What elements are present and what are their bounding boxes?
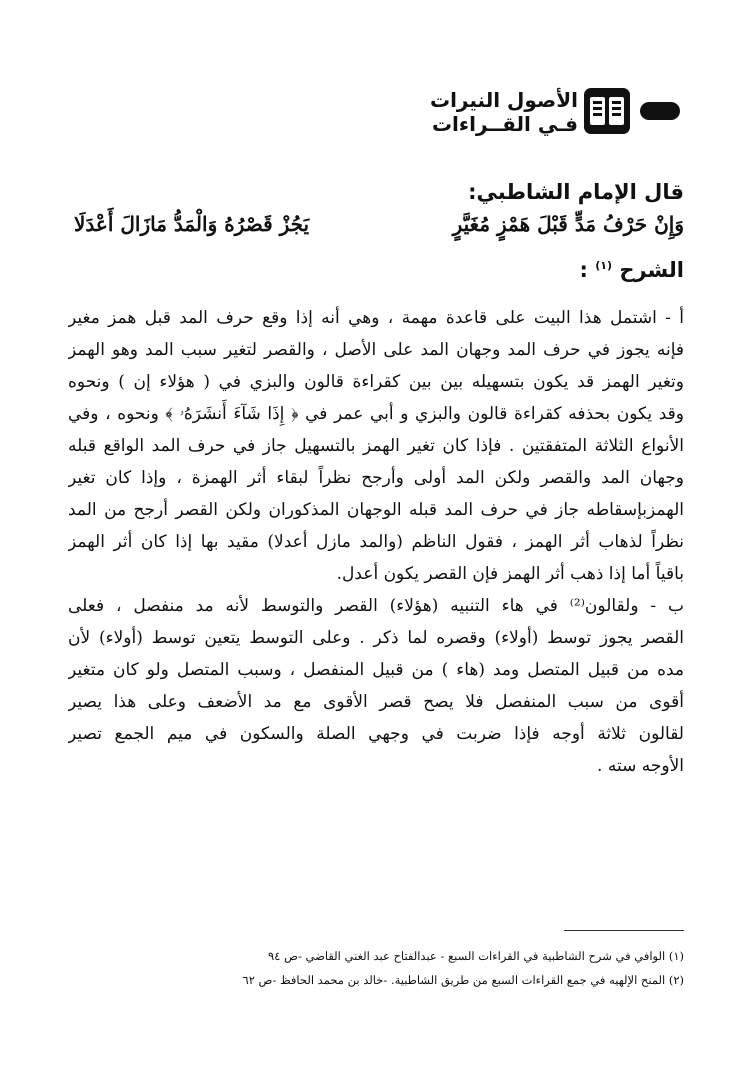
explanation-heading-colon: : (579, 258, 588, 282)
book-icon (584, 88, 630, 134)
book-title (430, 88, 578, 136)
body-line: لقالون ثلاثة أوجه فإذا ضربت في وجهي الصلة والسكون في ميم الجمع تصير (68, 724, 684, 744)
body-line: باقياً أما إذا ذهب أثر الهمز فإن القصر يكون أعدل. (336, 564, 684, 584)
page-header (429, 82, 690, 142)
footnote-2: (٢) المنح الإلهيه في جمع القراءات السبع من طريق الشاطبية. -خالد بن محمد الحافظ -ص ٦٢ (242, 973, 684, 987)
body-line: الأنواع الثلاثة المتفقتين . فإذا كان تغير الهمز بالتسهيل جاز في حرف المد الواقع قبله (68, 436, 684, 456)
body-line: نظراً لذهاب أثر الهمز ، فقول الناظم (والمد مازل أعدلا) مقيد بها إذا كان أثر الهمز (68, 532, 684, 552)
body-line: ب - ولقالون⁽²⁾ في هاء التنبيه (هؤلاء) القصر والتوسط لأنه مد منفصل ، فعلى (68, 596, 684, 616)
body-line: وجهان المد والقصر ولكن المد أولى وأرجح نظراً لبقاء أثر الهمزة ، وإذا كان تغير (68, 468, 684, 488)
footnote-divider (564, 930, 684, 931)
footnote-ref-1: (١) (595, 259, 613, 272)
body-line: أ - اشتمل هذا البيت على قاعدة مهمة ، وهي أنه إذا وقع حرف المد قبل همز مغير (68, 308, 684, 328)
footnote-1: (١) الوافي في شرح الشاطبية في القراءات السبع - عبدالفتاح عبد الغني القاضي -ص ٩٤ (268, 949, 684, 963)
quote-heading: قال الإمام الشاطبي: (468, 180, 684, 204)
body-line: أقوى من سبب المنفصل فلا يصح قصر الأقوى مع مد الأضعف وعلى هذا يصير (68, 692, 684, 712)
body-line: فإنه يجوز في حرف المد وجهان المد على الأصل ، والقصر لتغير سبب المد وهو الهمز (68, 340, 684, 360)
page-number-mark (640, 102, 680, 120)
verse (64, 212, 684, 246)
footnotes (64, 944, 684, 992)
body-line: وقد يكون بحذفه كقراءة قالون والبزي و أبي عمر في ﴿ إِذَا شَآءَ أَنشَرَهُۥ ﴾ ونحوه ، وفي (68, 404, 684, 424)
book-title-line-2: فـي القــراءات (431, 112, 578, 136)
verse-first-hemistich: وَإِنْ حَرْفُ مَدٍّ قَبْلَ هَمْزٍ مُغَيَّرٍ (452, 212, 684, 236)
body-line: القصر يجوز توسط (أولاء) وقصره لما ذكر . وعلى التوسط يتعين توسط (أولاء) لأن (68, 628, 684, 648)
explanation-heading (580, 258, 684, 282)
body-text (68, 302, 684, 782)
book-title-line-1: الأصول النيرات (429, 88, 578, 112)
body-line: وتغير الهمز قد يكون بتسهيله بين بين كقراءة قالون والبزي في ( هؤلاء إن ) ونحوه (68, 372, 684, 392)
body-line: الأوجه سته . (597, 756, 684, 776)
body-line: الهمزبإسقاطه جاز في حرف المد قبله الوجهان المذكوران ولكن القصر أرجح من المد (68, 500, 684, 520)
body-line: مده من قبيل المتصل ومد (هاء ) من قبيل المنفصل ، وسبب المتصل ولو كان متغير (68, 660, 684, 680)
verse-second-hemistich: يَجُزْ قَصْرُهُ وَالْمَدُّ مَازَالَ أَعْدَلَا (74, 212, 310, 236)
explanation-heading-text: الشرح (619, 258, 684, 282)
